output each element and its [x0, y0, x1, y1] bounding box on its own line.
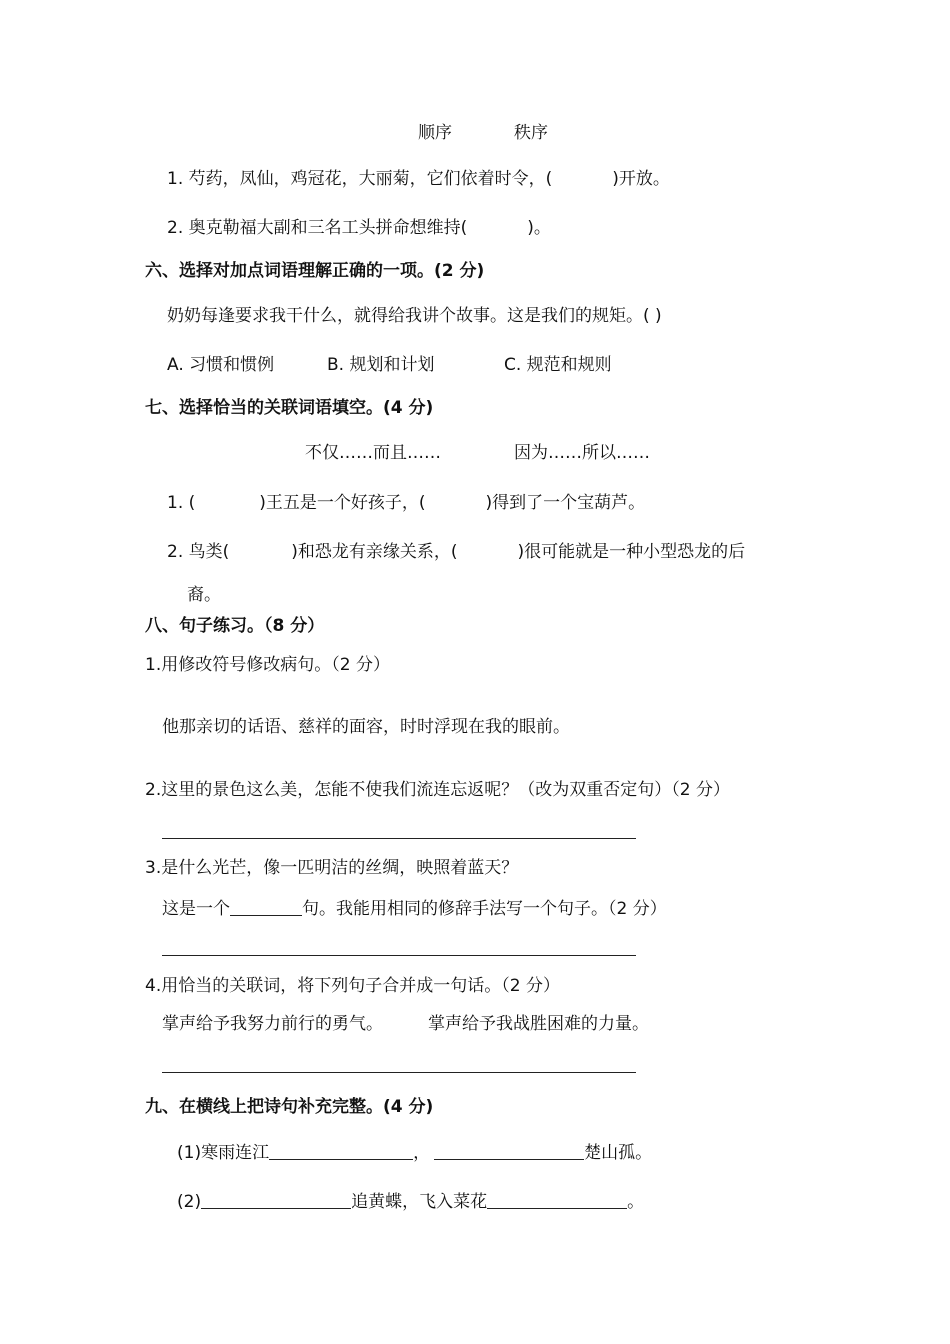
- sec7-heading: 七、选择恰当的关联词语填空。(4 分): [145, 398, 434, 418]
- sec5-question-2: [167, 217, 551, 239]
- sec8-q3: 3.是什么光芒，像一匹明洁的丝绸，映照着蓝天？: [145, 858, 519, 878]
- word-option-2: 秩序: [514, 123, 548, 143]
- q-text: (2): [177, 1192, 202, 1212]
- option-a[interactable]: A. 习惯和惯例: [167, 355, 275, 375]
- sec8-q4-sentence-2: 掌声给予我战胜困难的力量。: [428, 1014, 649, 1034]
- q-text: 2. 奥克勒福大副和三名工头拼命想维持(: [167, 218, 468, 238]
- sec6-sentence: 奶奶每逢要求我干什么，就得给我讲个故事。这是我们的规矩。( ): [167, 306, 662, 326]
- sec8-q1: 1.用修改符号修改病句。（2 分）: [145, 655, 390, 675]
- q-text: )得到了一个宝葫芦。: [485, 493, 646, 513]
- sec6-heading: 六、选择对加点词语理解正确的一项。(2 分): [145, 261, 485, 281]
- answer-line[interactable]: [162, 1072, 636, 1073]
- q-text: (1)寒雨连江: [177, 1143, 270, 1163]
- sec8-q4-sentence-1: 掌声给予我努力前行的勇气。: [162, 1014, 383, 1034]
- answer-line[interactable]: [162, 955, 636, 956]
- q-text: 这是一个: [162, 899, 230, 919]
- answer-blank[interactable]: [487, 1190, 627, 1209]
- sec8-heading: 八、句子练习。（8 分）: [145, 616, 325, 636]
- sec8-q4: 4.用恰当的关联词，将下列句子合并成一句话。（2 分）: [145, 976, 560, 996]
- q-text: 。: [627, 1192, 645, 1212]
- sec8-q1-sentence: 他那亲切的话语、慈祥的面容，时时浮现在我的眼前。: [162, 717, 570, 737]
- answer-blank[interactable]: [201, 1190, 351, 1209]
- q-text: 追黄蝶，飞入菜花: [351, 1192, 488, 1212]
- sec5-question-1: [167, 168, 670, 190]
- q-text: )很可能就是一种小型恐龙的后: [517, 542, 746, 562]
- option-c[interactable]: C. 规范和规则: [504, 355, 612, 375]
- q-text: 1. 芍药，凤仙，鸡冠花，大丽菊，它们依着时令，(: [167, 169, 553, 189]
- word-option-1: 顺序: [418, 123, 452, 143]
- answer-blank[interactable]: [434, 1141, 584, 1160]
- answer-line[interactable]: [162, 838, 636, 839]
- poem-line-1: [177, 1141, 652, 1164]
- q-text: )王五是一个好孩子，(: [259, 493, 426, 513]
- q-text: 楚山孤。: [584, 1143, 653, 1163]
- conjunction-pair-1: 不仅……而且……: [305, 443, 441, 463]
- sec9-heading: 九、在横线上把诗句补充完整。(4 分): [145, 1097, 434, 1117]
- answer-blank[interactable]: [269, 1141, 413, 1160]
- sec7-question-1: [167, 492, 645, 514]
- conjunction-pair-2: 因为……所以……: [514, 443, 650, 463]
- sec8-q3-sub: [162, 897, 667, 920]
- poem-line-2: [177, 1190, 644, 1213]
- q-text: 1. (: [167, 493, 196, 513]
- q-text: )开放。: [612, 169, 670, 189]
- q-text: 句。我能用相同的修辞手法写一个句子。（2 分）: [302, 899, 667, 919]
- q-text: 2. 鸟类(: [167, 542, 230, 562]
- q-text: )。: [527, 218, 551, 238]
- q-text: ，: [413, 1143, 431, 1163]
- answer-blank[interactable]: [230, 897, 302, 916]
- sec7-question-2-continued: 裔。: [187, 585, 221, 605]
- sec8-q2: 2.这里的景色这么美，怎能不使我们流连忘返呢？（改为双重否定句）（2 分）: [145, 780, 730, 800]
- q-text: )和恐龙有亲缘关系，(: [291, 542, 458, 562]
- option-b[interactable]: B. 规划和计划: [327, 355, 435, 375]
- sec7-question-2: [167, 541, 745, 563]
